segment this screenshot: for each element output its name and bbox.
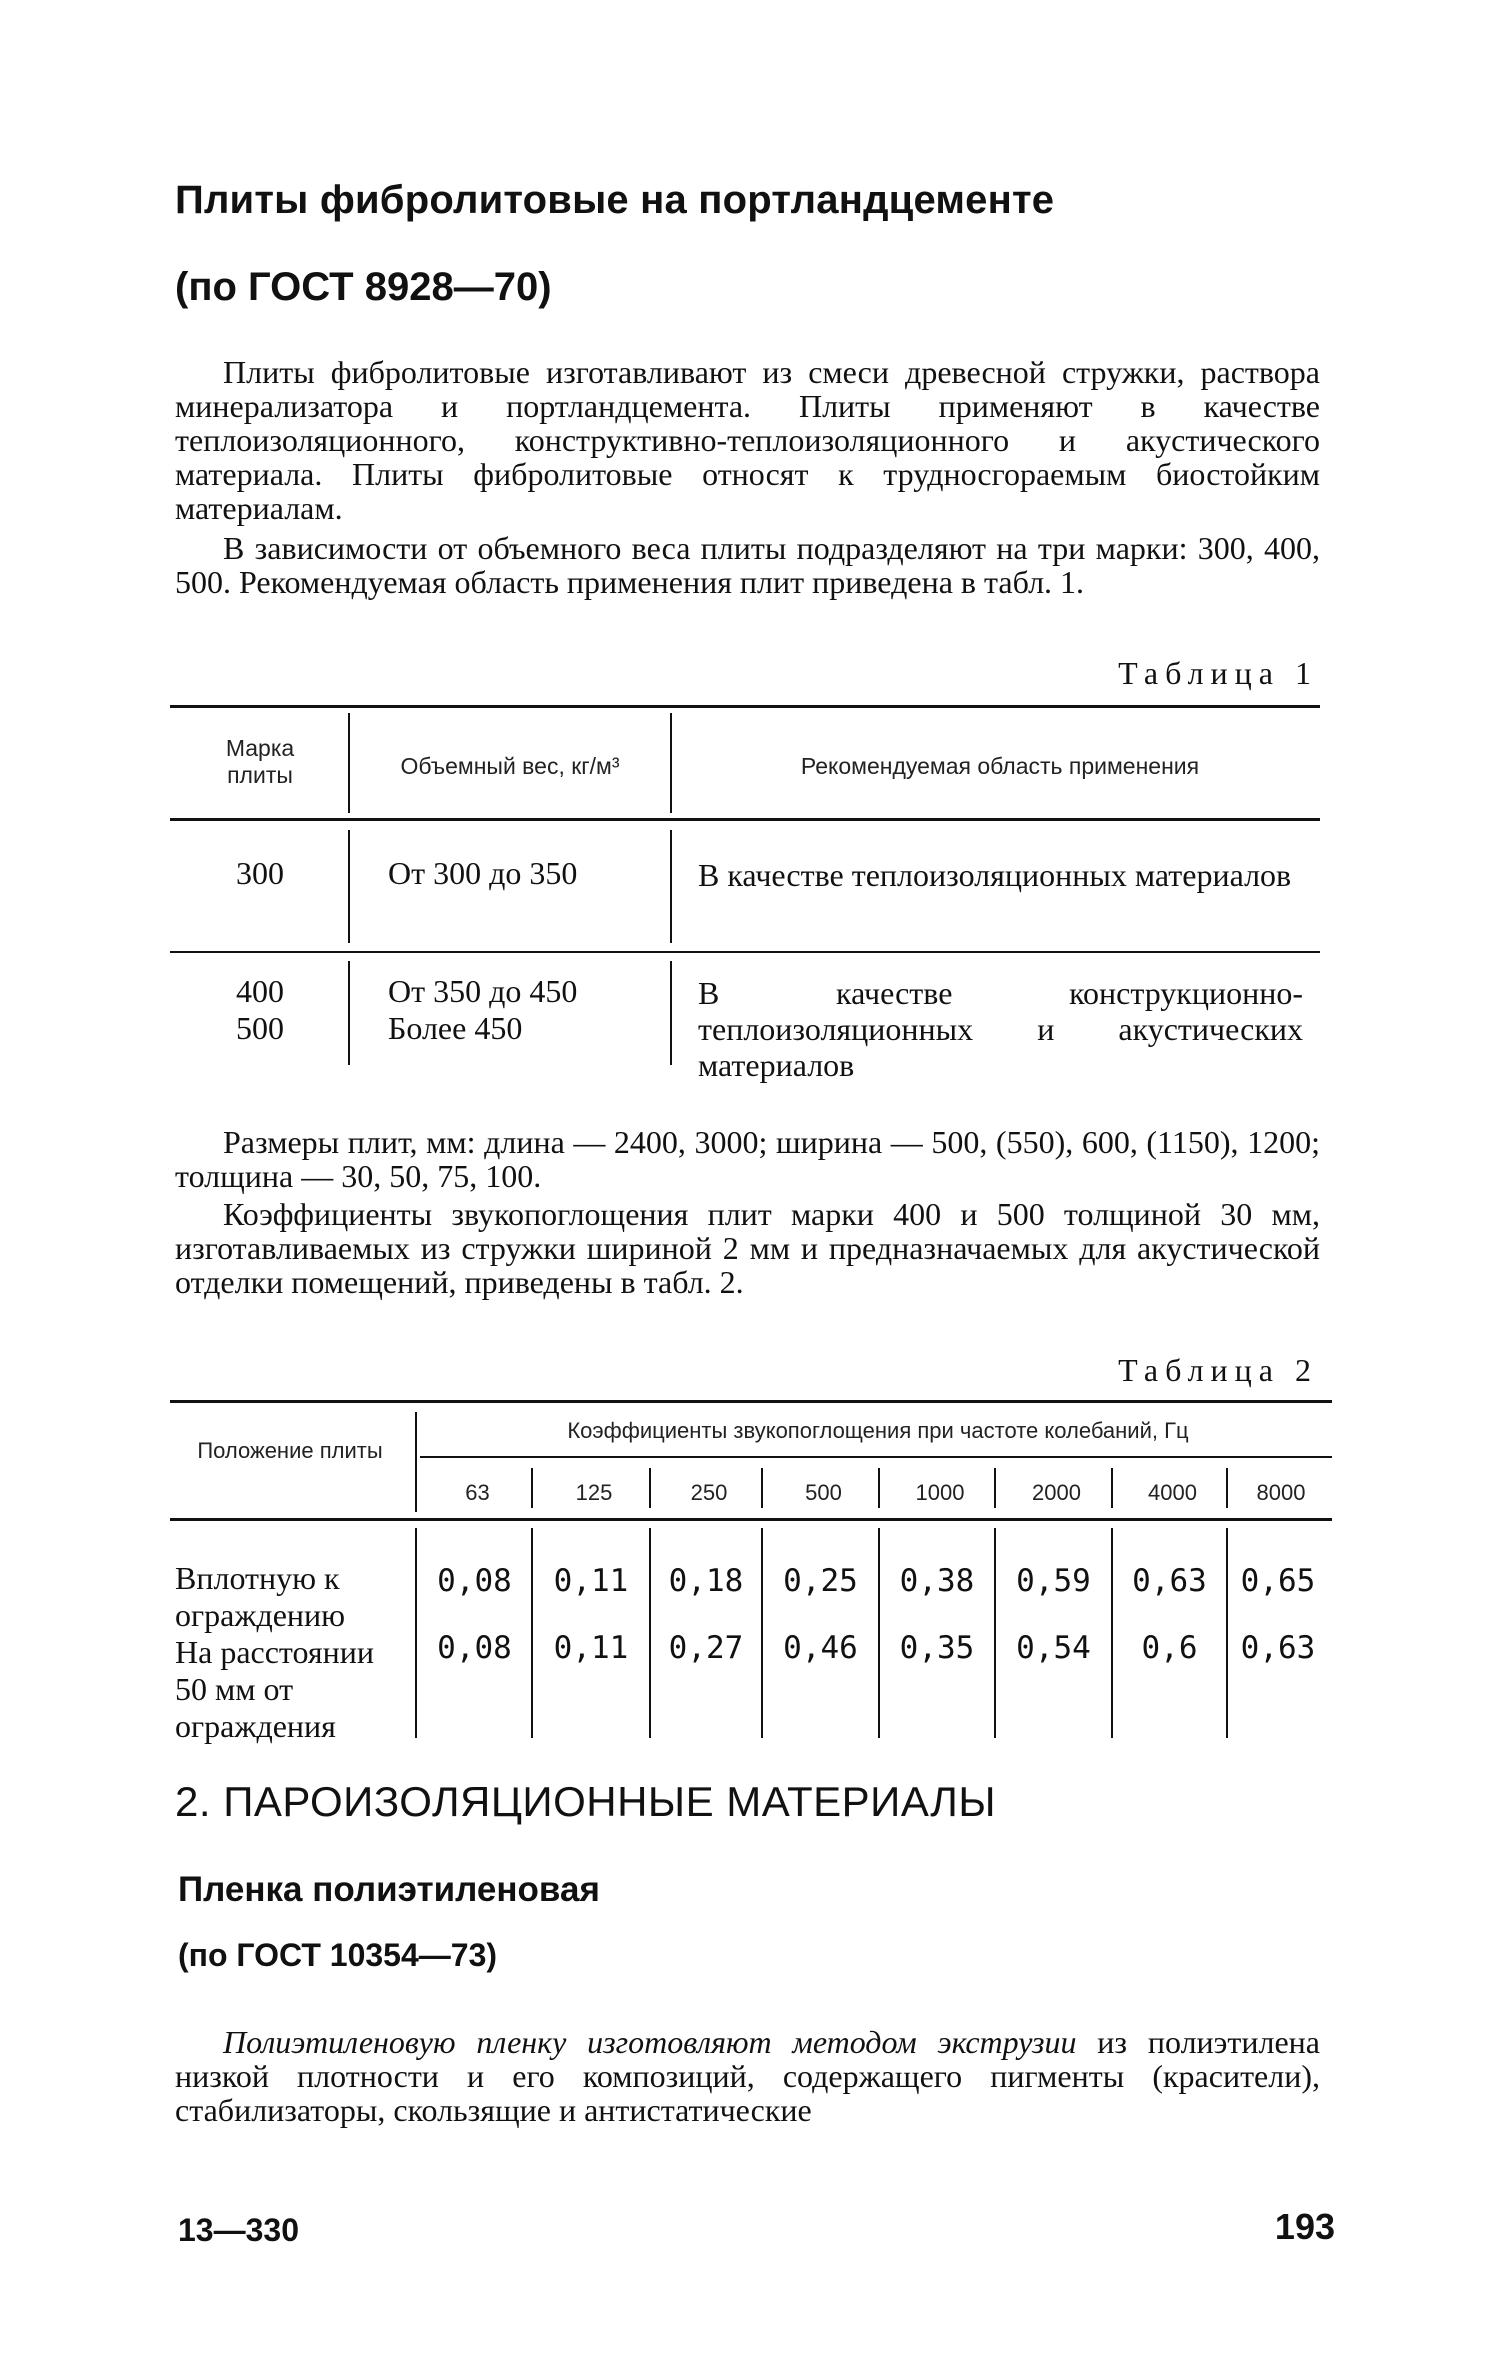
- paragraph-grades: В зависимости от объемного веса плиты подразделяют на три марки: 300, 400, 500. Рекомендуемая область применения плит приведена в табл. 1.: [175, 530, 1320, 600]
- table2-frequency-125: 125: [575, 1480, 613, 1505]
- table2-row2-value-4000: 0,6: [1141, 1630, 1198, 1666]
- table1-header-grade: Марка плиты: [225, 735, 295, 788]
- table2-frequency-1000: 1000: [915, 1480, 965, 1505]
- paragraph-polyethylene-italic: Полиэтиленовую пленку изготовляют методом экструзии: [223, 2024, 1077, 2060]
- table2-row1-value-1000: 0,38: [899, 1563, 975, 1599]
- table2-row1-value-250: 0,18: [668, 1563, 744, 1599]
- section2-subtitle: Пленка полиэтиленовая: [178, 1870, 600, 1909]
- paragraph-polyethylene: [175, 2025, 1320, 2127]
- table2-row2-value-250: 0,27: [668, 1630, 744, 1666]
- table2-frequency-4000: 4000: [1148, 1480, 1197, 1505]
- page-number: 193: [1274, 2206, 1335, 2247]
- table2-row1-position: Вплотную к ограждению: [175, 1560, 346, 1633]
- table2-row2-value-500: 0,46: [783, 1630, 858, 1666]
- table2-group-rule: [420, 1456, 1332, 1458]
- table2-header-rule: [170, 1518, 1332, 1521]
- table2-row2-position: На расстоянии 50 мм от ограждения: [175, 1634, 374, 1744]
- paragraph-coefficients: Коэффициенты звукопоглощения плит марки 400 и 500 толщиной 30 мм, изготавливаемых из стружки шириной 2 мм и предназначаемых для акустической отделки помещений, приведены в табл. 2.: [175, 1196, 1320, 1300]
- table1-header-density: Объемный вес, кг/м³: [400, 753, 620, 779]
- section-title: Плиты фибролитовые на портландцементе: [175, 178, 1055, 222]
- table1-row2-application: В качестве конструкционно-теплоизоляционных и акустических материалов: [698, 975, 1303, 1083]
- paragraph-sizes: Размеры плит, мм: длина — 2400, 3000; ширина — 500, (550), 600, (1150), 1200; толщина — 30, 50, 75, 100.: [175, 1124, 1320, 1194]
- table2-caption: Таблица 2: [1118, 1352, 1318, 1388]
- paragraph-intro: Плиты фибролитовые изготавливают из смеси древесной стружки, раствора минерализатора и портландцемента. Плиты применяют в качестве теплоизоляционного, конструктивно-теплоизоляционного и акустического материала. Плиты фибролитовые относят к трудносгораемым биостойким материалам.: [175, 354, 1320, 526]
- table2-row1-value-63: 0,08: [437, 1563, 512, 1599]
- table1-row1-density: От 300 до 350: [388, 855, 578, 891]
- table2-frequency-500: 500: [805, 1480, 842, 1505]
- paragraph-polyethylene-text: из полиэтилена низкой плотности и его композиций, содержащего пигменты (красители), стабилизаторы, скользящие и антистатические: [175, 2024, 1320, 2128]
- table1-row2-grade: 400 500: [236, 973, 284, 1046]
- table2-top-rule: [170, 1400, 1332, 1403]
- table1-row1-grade: 300: [236, 855, 284, 891]
- section-standard: (по ГОСТ 8928—70): [175, 265, 552, 309]
- table1-caption: Таблица 1: [1118, 655, 1318, 691]
- table1-row2-density: От 350 до 450 Более 450: [388, 973, 578, 1046]
- table1-row-rule: [170, 951, 1320, 953]
- table2-row1-value-2000: 0,59: [1016, 1563, 1091, 1599]
- section2-standard: (по ГОСТ 10354—73): [178, 1937, 498, 1973]
- table2-row2-value-1000: 0,35: [899, 1630, 975, 1666]
- table2-row2-value-8000: 0,63: [1240, 1630, 1316, 1666]
- section2-title: 2. ПАРОИЗОЛЯЦИОННЫЕ МАТЕРИАЛЫ: [175, 1778, 997, 1825]
- signature-mark: 13—330: [178, 2212, 299, 2248]
- table2-row1-value-8000: 0,65: [1240, 1563, 1316, 1599]
- table2-frequency-250: 250: [690, 1480, 728, 1505]
- table2-row2-value-125: 0,11: [553, 1630, 629, 1666]
- table2-header-group: Коэффициенты звукопоглощения при частоте колебаний, Гц: [567, 1418, 1189, 1443]
- table2-row1-value-125: 0,11: [553, 1563, 629, 1599]
- table2-row1-value-500: 0,25: [783, 1563, 858, 1599]
- table1-row1-application: В качестве теплоизоляционных материалов: [698, 857, 1292, 893]
- table1-header-rule: [170, 818, 1320, 821]
- table1-top-rule: [170, 705, 1320, 708]
- table2-row2-value-63: 0,08: [437, 1630, 512, 1666]
- table2-frequency-63: 63: [465, 1480, 490, 1505]
- table2-row2-value-2000: 0,54: [1016, 1630, 1091, 1666]
- table2-frequency-8000: 8000: [1256, 1480, 1306, 1505]
- table1-header-application: Рекомендуемая область применения: [800, 753, 1200, 779]
- table2-row1-value-4000: 0,63: [1132, 1563, 1207, 1599]
- table2-frequency-2000: 2000: [1032, 1480, 1081, 1505]
- table2-header-position: Положение плиты: [197, 1438, 383, 1463]
